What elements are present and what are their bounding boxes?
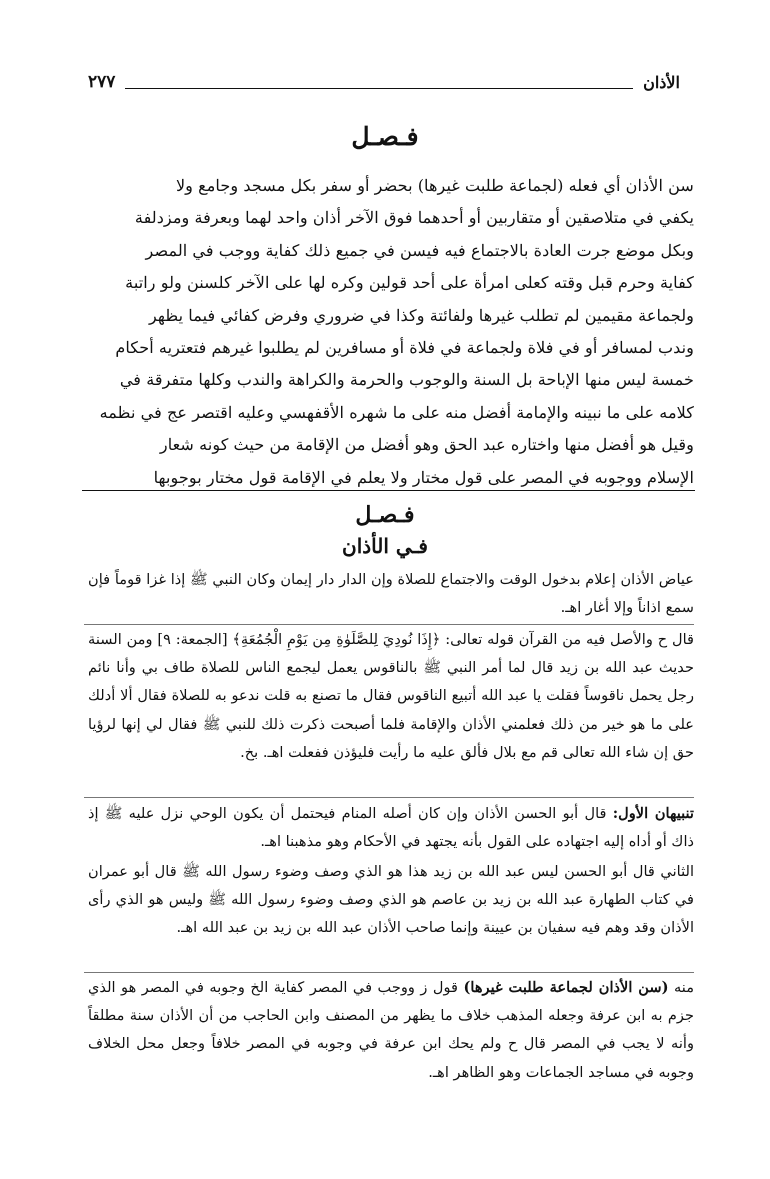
paragraph-lead: تنبيهان الأول: — [612, 805, 694, 822]
paragraph-text: قول ز ووجب في المصر كفاية الخ وجوبه في المصر هو الذي جزم به ابن عرفة وجعله المذهب خلاف ما يظهر من المصنف وابن الحاجب من أن الأذان سنة مطلقاً وأنه لا يجب في المصر قال ح ولم يحك ابن عرفة في وجوبه في المصر خلافاً وجعل محل الخلاف وجوبه في مساجد الجماعات وهو الظاهر اهـ. — [88, 979, 694, 1081]
main-text-line: كلامه على ما نبينه والإمامة أفضل منه على ما شهره الأقفهسي وعليه اقتصر عج في نظمه — [99, 402, 694, 422]
main-text-line: الإسلام ووجوبه في المصر على قول مختار ولا يعلم في الإقامة قول مختار بوجوبها — [153, 467, 694, 487]
paragraph-text: قال أبو الحسن الأذان وإن كان أصله المنام فيحتمل أن يكون الوحي نزل عليه ﷺ إذ ذاك أو أداه إليه اجتهاده على القول بأنه يجتهد في الأحكام وهو مذهبنا اهـ. — [88, 805, 694, 851]
paragraph-text: عياض الأذان إعلام بدخول الوقت والاجتماع للصلاة وإن الدار دار إيمان وكان النبي ﷺ إذا غزا قوماً فإن سمع اذاناً وإلا أغار اهـ. — [88, 571, 694, 617]
main-text-line: وبكل موضع جرت العادة بالاجتماع فيه فيسن في جميع ذلك كفاية ووجب في المصر — [145, 240, 694, 260]
commentary-paragraph — [88, 858, 694, 943]
main-text-line: وندب لمسافر أو في فلاة ولجماعة في فلاة أو مسافرين لم يطلبوا غيرهم فتعتريه أحكام — [115, 338, 694, 358]
commentary-heading: فـصـل — [355, 502, 415, 528]
commentary-paragraph — [88, 626, 694, 767]
main-text-line: كفاية وحرم قبل وقته كعلى امرأة على أحد قولين وكره لها على الآخر كلسنن ولو راتبة — [125, 273, 694, 293]
commentary-paragraph — [88, 800, 694, 856]
section-heading: فـصـل — [351, 122, 419, 151]
paragraph-lead: (سن الأذان لجماعة طلبت غيرها) — [463, 979, 669, 996]
commentary-paragraph — [88, 974, 694, 1087]
commentary-subheading: فـي الأذان — [342, 534, 428, 558]
main-text-line: يكفي في متلاصقين أو متقاربين أو أحدهما فوق الآخر أذان واحد لهما وبعرفة ومزدلفة — [134, 208, 694, 228]
running-title: الأذان — [643, 72, 680, 92]
commentary-paragraph — [88, 566, 694, 622]
main-text — [84, 170, 694, 494]
running-header — [88, 70, 680, 94]
main-text-line: ولجماعة مقيمين لم تطلب غيرها ولفائتة وكذا في ضروري وفرض كفائي فيما يظهر — [148, 305, 694, 325]
main-text-line: خمسة ليس منها الإباحة بل السنة والوجوب والحرمة والكراهة والندب وكلها متفرقة في — [119, 370, 694, 390]
paragraph-rule — [84, 624, 694, 625]
main-text-line: وقيل هو أفضل منها واختاره عبد الحق وهو أفضل من الإقامة من حيث كونه شعار — [159, 435, 694, 455]
paragraph-prefix: منه — [668, 979, 695, 996]
paragraph-text: الثاني قال أبو الحسن ليس عبد الله بن زيد هذا هو الذي وصف وضوء رسول الله ﷺ قال أبو عمران في كتاب الطهارة عبد الله بن زيد بن عاصم هو الذي وصف وضوء رسول الله ﷺ وليس هو الذي رأى الأذان وقد وهم فيه سفيان بن عيينة وإنما صاحب الأذان عبد الله بن زيد بن عبد الله اهـ. — [88, 863, 694, 937]
section-divider — [82, 490, 695, 491]
header-rule — [125, 76, 633, 89]
paragraph-rule — [84, 972, 694, 973]
paragraph-text: قال ح والأصل فيه من القرآن قوله تعالى: ﴿إِذَا نُودِيَ لِلصَّلَوٰةِ مِن يَوْمِ الْجُمُعَةِ﴾ [الجمعة: ٩] ومن السنة حديث عبد الله بن زيد قال لما أمر النبي ﷺ بالناقوس يعمل ليجمع الناس للصلاة طاف بي وأنا نائم رجل يحمل ناقوساً فقلت يا عبد الله أتبيع الناقوس فقال ما تصنع به قلت ندعو به للصلاة فقال ألا أدلك على ما هو خير من ذلك فعلمني الأذان والإقامة فلما أصبحت ذكرت ذلك للنبي ﷺ فقال لي إنها لرؤيا حق إن شاء الله تعالى قم مع بلال فألق عليه ما رأيت فليؤذن ففعلت اهـ. بخ. — [88, 631, 694, 761]
paragraph-rule — [84, 797, 694, 798]
main-text-line: سن الأذان أي فعله (لجماعة طلبت غيرها) بحضر أو سفر بكل مسجد وجامع ولا — [175, 176, 694, 195]
page-number: ٢٧٧ — [88, 72, 116, 92]
